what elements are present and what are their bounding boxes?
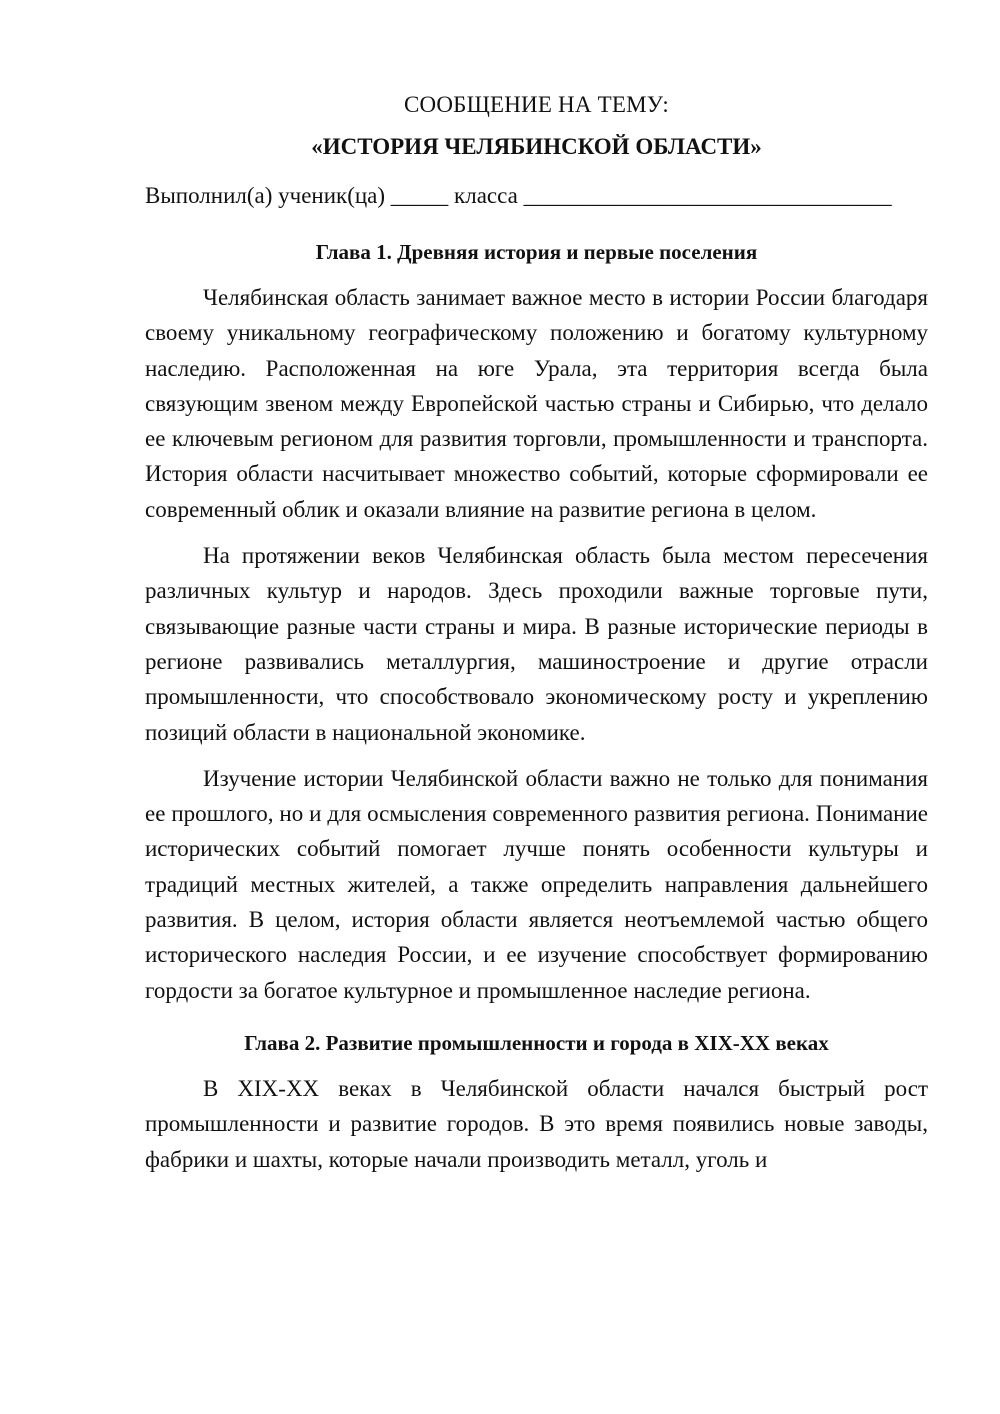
- chapter-1-heading: Глава 1. Древняя история и первые поселения: [315, 240, 758, 264]
- chapter-1-paragraph-2: На протяжении веков Челябинская область была местом пересечения различных культур и народов. Здесь проходили важные торговые пути, связывающие разные части страны и мира. В разные исторические периоды в регионе развивались металлургия, машиностроение и другие отрасли промышленности, что способствовало экономическому росту и укреплению позиций области в национальной экономике.: [145, 543, 928, 745]
- document-title: СООБЩЕНИЕ НА ТЕМУ:: [404, 92, 669, 117]
- document-subtitle: «ИСТОРИЯ ЧЕЛЯБИНСКОЙ ОБЛАСТИ»: [311, 134, 762, 159]
- chapter-2-paragraph-1: В XIX-XX веках в Челябинской области начался быстрый рост промышленности и развитие городов. В это время появились новые заводы, фабрики и шахты, которые начали производить металл, уголь и: [145, 1075, 928, 1172]
- chapter-1-paragraph-3: Изучение истории Челябинской области важно не только для понимания ее прошлого, но и для осмысления современного развития региона. Понимание исторических событий помогает лучше понять особенности культуры и традиций местных жителей, а также определить направления дальнейшего развития. В целом, история области является неотъемлемой частью общего исторического наследия России, и ее изучение способствует формированию гордости за богатое культурное и промышленное наследие региона.: [145, 765, 928, 1003]
- chapter-1-paragraph-1: Челябинская область занимает важное место в истории России благодаря своему уникальному географическому положению и богатому культурному наследию. Расположенная на юге Урала, эта территория всегда была связующим звеном между Европейской частью страны и Сибирью, что делало ее ключевым регионом для развития торговли, промышленности и транспорта. История области насчитывает множество событий, которые сформировали ее современный облик и оказали влияние на развитие региона в целом.: [145, 285, 928, 522]
- document-page: [145, 90, 928, 1177]
- chapter-2-heading: Глава 2. Развитие промышленности и города в XIX-XX веках: [244, 1030, 829, 1055]
- author-line: Выполнил(а) ученик(ца) _____ класса ________________________________: [145, 183, 892, 208]
